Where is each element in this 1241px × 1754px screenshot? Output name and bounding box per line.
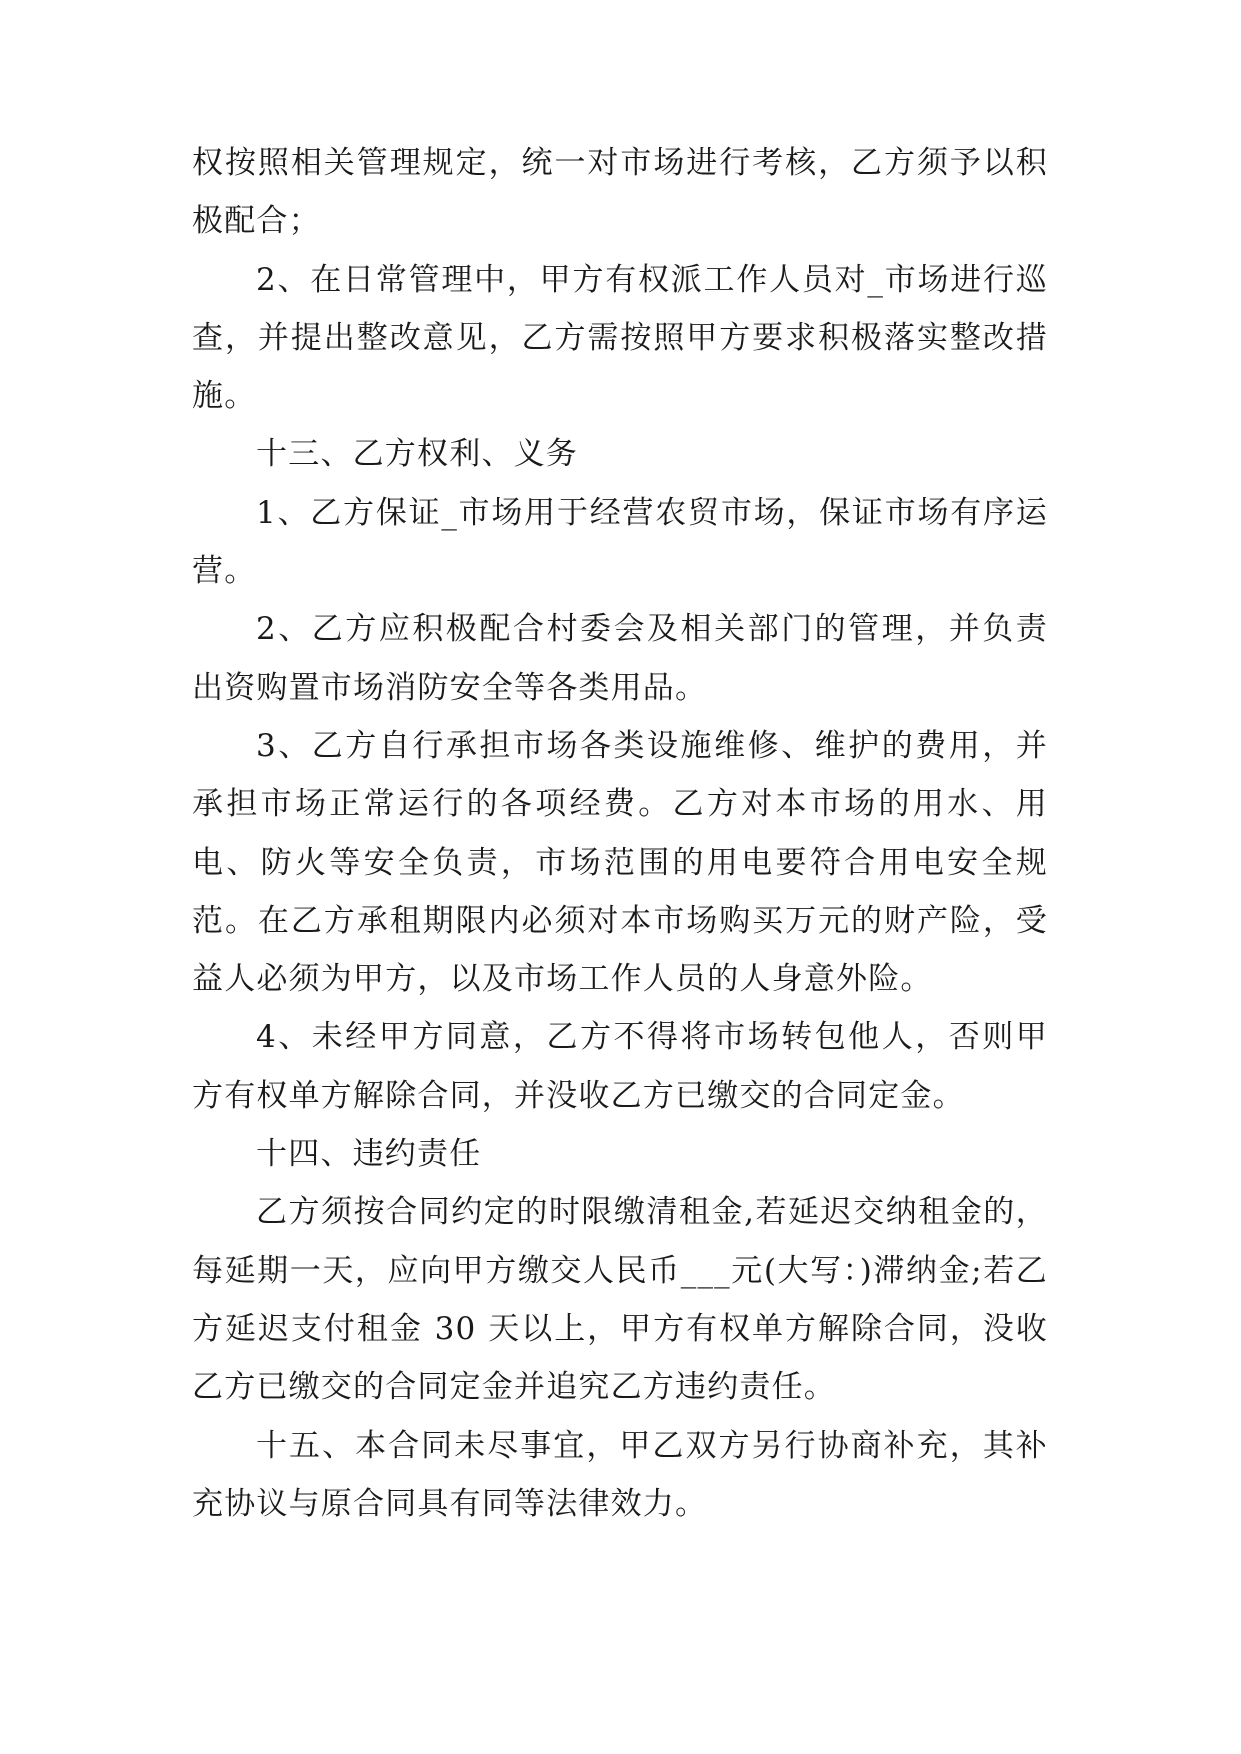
paragraph-clause-14: 乙方须按合同约定的时限缴清租金,若延迟交纳租金的，每延期一天，应向甲方缴交人民币___元(大写：)滞纳金;若乙方延迟支付租金 30 天以上，甲方有权单方解除合同，没收乙方已缴交的合同定金并追究乙方违约责任。: [192, 1194, 1048, 1406]
paragraph-clause-13-3: 3、乙方自行承担市场各类设施维修、维护的费用，并承担市场正常运行的各项经费。乙方对本市场的用水、用电、防火等安全负责，市场范围的用电要符合用电安全规范。在乙方承租期限内必须对本市场购买万元的财产险，受益人必须为甲方，以及市场工作人员的人身意外险。: [192, 727, 1048, 998]
paragraph-clause-15: 十五、本合同未尽事宜，甲乙双方另行协商补充，其补充协议与原合同具有同等法律效力。: [192, 1427, 1048, 1522]
document-page: [192, 134, 1048, 1533]
paragraph-clause-12-2: 2、在日常管理中，甲方有权派工作人员对_市场进行巡查，并提出整改意见，乙方需按照甲方要求积极落实整改措施。: [192, 261, 1048, 415]
section-heading-14: 十四、违约责任: [256, 1136, 482, 1173]
paragraph-clause-13-1: 1、乙方保证_市场用于经营农贸市场，保证市场有序运营。: [192, 494, 1048, 590]
section-heading-13: 十三、乙方权利、义务: [256, 436, 578, 473]
paragraph-clause-13-4: 4、未经甲方同意，乙方不得将市场转包他人，否则甲方有权单方解除合同，并没收乙方已缴交的合同定金。: [192, 1019, 1048, 1114]
paragraph-continuation: 权按照相关管理规定，统一对市场进行考核，乙方须予以积极配合；: [192, 145, 1048, 240]
paragraph-clause-13-2: 2、乙方应积极配合村委会及相关部门的管理，并负责出资购置市场消防安全等各类用品。: [192, 611, 1048, 706]
